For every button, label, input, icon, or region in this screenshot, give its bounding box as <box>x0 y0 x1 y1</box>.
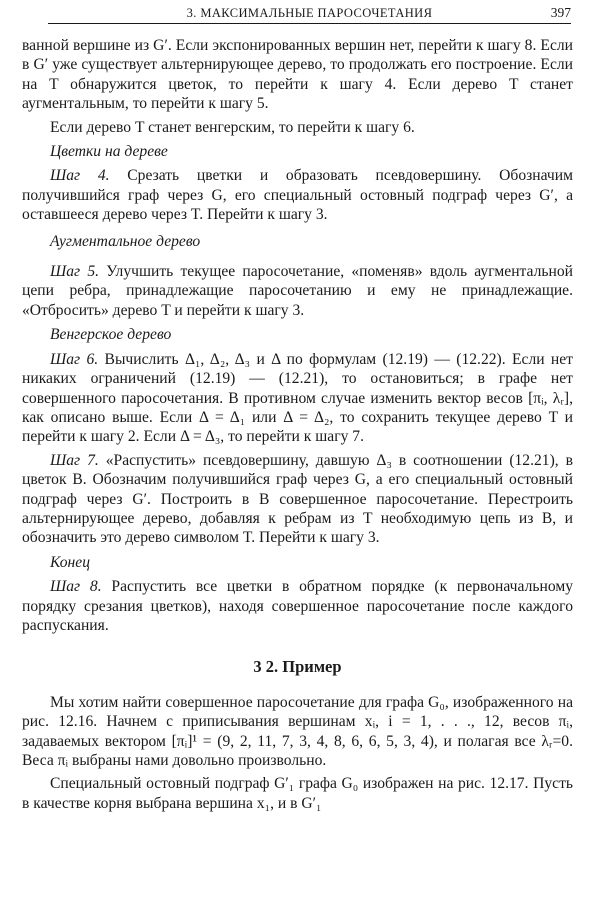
step-6-paragraph <box>22 350 573 447</box>
paragraph-continuation: ванной вершине из G′. Если экспонированных вершин нет, перейти к шагу 8. Если в G′ уже существует альтернирующее дерево, то продолжать его построение. Если на T обнаружится цветок, то перейти к шагу 4. Если дерево T станет аугментальным, то перейти к шагу 5. <box>22 37 573 113</box>
step-7-text: «Распустить» псевдовершину, давшую Δ₃ в соотношении (12.21), в цветок B. Обозначим получившийся граф через G, а его специальный остовный подграф через G′. Построить в B совершенное паросочетание. Перестроить альтернирующее дерево, добавляя к ребрам из T необходимую цепь из B, и обозначить это дерево символом T. Перейти к шагу 3. <box>22 451 573 547</box>
step-4-label: Шаг 4. <box>50 167 110 185</box>
step-6-label: Шаг 6. <box>50 350 99 368</box>
paragraph-hungarian-rule: Если дерево T станет венгерским, то перейти к шагу 6. <box>50 118 415 136</box>
step-4-text: Срезать цветки и образовать псевдовершину. Обозначим получившийся граф через G, его специальный остовный подграф через G′, а оставшееся дерево через T. Перейти к шагу 3. <box>22 167 573 224</box>
step-7-paragraph <box>22 451 573 548</box>
page-header <box>48 5 571 24</box>
step-5-text: Улучшить текущее паросочетание, «поменяв» вдоль аугментальной цепи ребра, принадлежащие паросочетанию и ему не принадлежащие. «Отбросить» дерево T и перейти к шагу 3. <box>22 263 573 319</box>
step-5-paragraph <box>22 262 573 320</box>
page-number: 397 <box>550 5 571 20</box>
example-paragraph-1: Мы хотим найти совершенное паросочетание для графа G₀, изображенного на рис. 12.16. Начнем с приписывания вершинам xᵢ, i = 1, . . ., 12, весов πᵢ, задаваемых вектором [πᵢ]¹ = (9, 2, 11, 7, 3, 4, 8, 6, 6, 5, 3, 4), и полагая все λᵣ=0. Веса πᵢ выбраны нами довольно произвольно. <box>22 693 573 769</box>
step-8-label: Шаг 8. <box>50 578 102 596</box>
step-7-label: Шаг 7. <box>50 451 99 469</box>
step-8-text: Распустить все цветки в обратном порядке (к первоначальному порядку срезания цветков), находя совершенное паросочетание после каждого распускания. <box>22 578 573 634</box>
subheading-end: Конец <box>50 553 91 571</box>
subheading-blossoms: Цветки на дереве <box>50 143 168 161</box>
step-6-text: Вычислить Δ₁, Δ₂, Δ₃ и Δ по формулам (12.19) — (12.22). Если нет никаких ограничений (12.19) — (12.21), то остановиться; в графе нет совершенного паросочетания. В противном случае изменить вектор весов [πᵢ, λᵣ], как описано выше. Если Δ = Δ₁ или Δ = Δ₂, то сохранить текущее дерево T и перейти к шагу 2. Если Δ = Δ₃, то перейти к шагу 7. <box>22 350 573 446</box>
example-paragraph-2: Специальный остовный подграф G′₁ графа G₀ изображен на рис. 12.17. Пусть в качестве корня выбрана вершина x₁, и в G′₁ <box>22 775 573 812</box>
step-4-paragraph <box>22 166 573 224</box>
body-text <box>22 36 573 813</box>
subheading-hungarian-tree: Венгерское дерево <box>50 326 172 344</box>
step-5-label: Шаг 5. <box>50 263 100 281</box>
running-title: 3. МАКСИМАЛЬНЫЕ ПАРОСОЧЕТАНИЯ <box>186 6 433 20</box>
subheading-augmenting-tree: Аугментальное дерево <box>50 232 201 250</box>
step-8-paragraph <box>22 577 573 635</box>
section-title: 3 2. Пример <box>253 657 342 677</box>
